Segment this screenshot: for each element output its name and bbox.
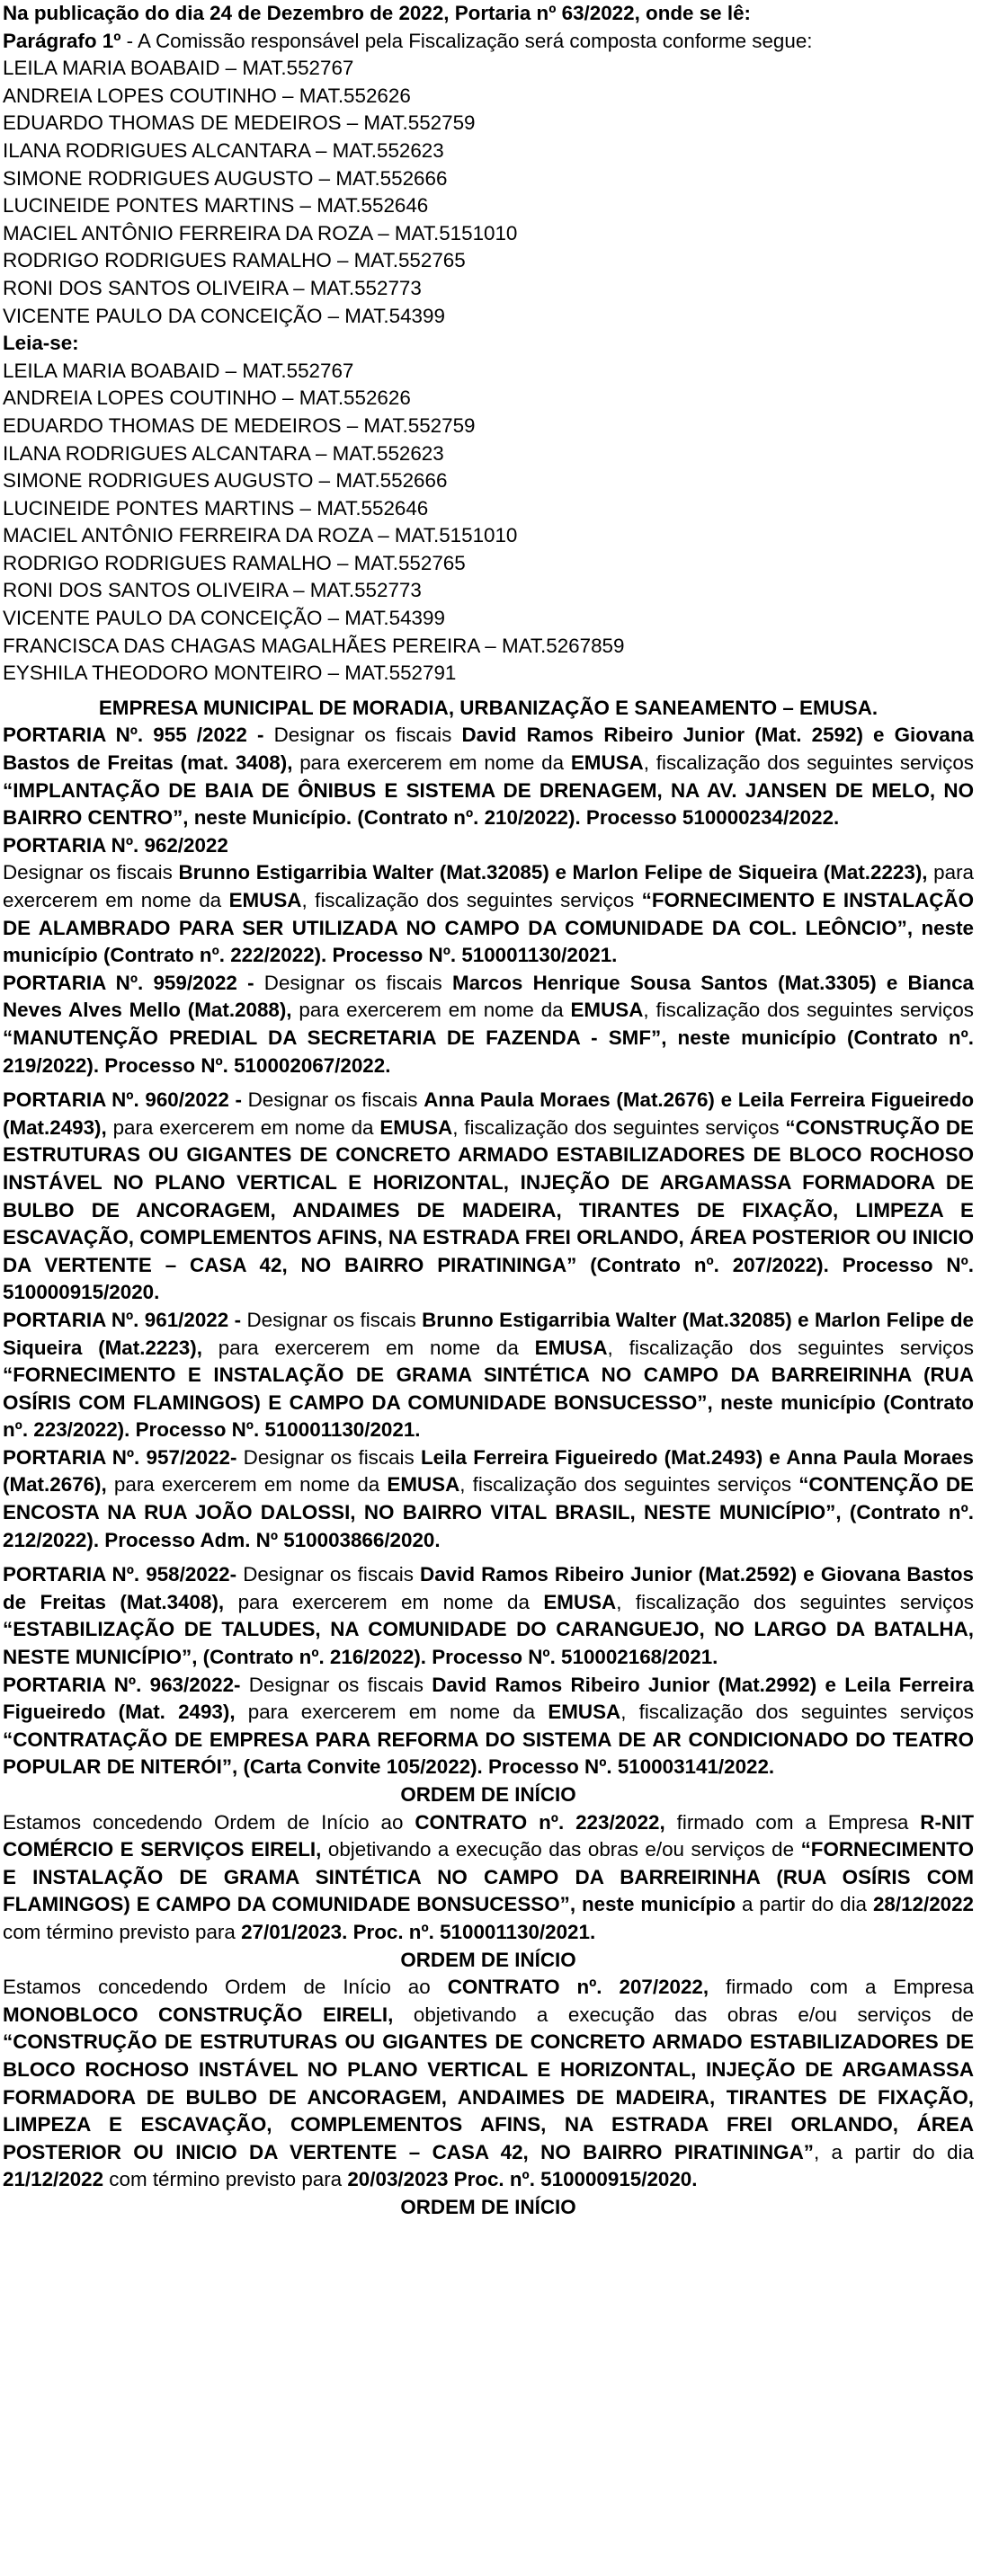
text-run: EMUSA: [570, 999, 644, 1022]
portaria-paragraph: [3, 1444, 974, 1554]
text-run: 28/12/2022: [872, 1893, 975, 1916]
portaria-paragraph: [3, 1087, 974, 1307]
text-run: “CONTRATAÇÃO DE EMPRESA PARA REFORMA DO SISTEMA DE AR CONDICIONADO DO TEATRO POPULAR DE NITERÓI”, (Carta Convite 105/2022). Processo Nº. 510003141/2022.: [3, 1728, 974, 1779]
onde-se-le-list: [3, 55, 974, 330]
text-run: para exercerem em nome da: [201, 1336, 535, 1359]
name-line: ILANA RODRIGUES ALCANTARA – MAT.552623: [3, 138, 444, 162]
name-line: LEILA MARIA BOABAID – MAT.552767: [3, 57, 354, 80]
text-run: para exercerem em nome da: [292, 751, 571, 775]
text-run: a partir do dia: [736, 1893, 873, 1916]
text-run: Designar os fiscais: [254, 971, 452, 994]
portaria-paragraph: [3, 1307, 974, 1444]
name-line: FRANCISCA DAS CHAGAS MAGALHÃES PEREIRA – MAT.5267859: [3, 634, 625, 657]
ordem-paragraph: [3, 1809, 974, 1947]
ordem-paragraph: [3, 1974, 974, 2194]
text-run: para exercerem em nome da: [291, 999, 571, 1022]
name-line: LEILA MARIA BOABAID – MAT.552767: [3, 359, 354, 382]
paragraph-label: Parágrafo 1º: [3, 29, 121, 52]
portaria-paragraph: [3, 1561, 974, 1671]
intro-paragraph: [3, 28, 974, 56]
text-run: PORTARIA Nº. 963/2022-: [3, 1673, 241, 1696]
name-line: ANDREIA LOPES COUTINHO – MAT.552626: [3, 84, 411, 107]
text-run: , fiscalização dos seguintes serviços: [620, 1701, 974, 1724]
text-run: para exercerem em nome da: [106, 1473, 388, 1497]
text-run: , fiscalização dos seguintes serviços: [459, 1473, 799, 1497]
text-run: “FORNECIMENTO E INSTALAÇÃO DE GRAMA SINTÉTICA NO CAMPO DA BARREIRINHA (RUA OSÍRIS COM FLAMINGOS) E CAMPO DA COMUNIDADE BONSUCESSO”, neste município (Contrato nº. 223/2022). Processo Nº. 510001130/2021.: [3, 1364, 974, 1442]
leia-se-label: Leia-se:: [3, 332, 79, 355]
text-run: Designar os fiscais: [236, 1445, 421, 1469]
name-line: EDUARDO THOMAS DE MEDEIROS – MAT.552759: [3, 111, 476, 135]
text-run: para exercerem em nome da: [106, 1115, 380, 1139]
portaria-paragraph: [3, 970, 974, 1079]
text-run: objetivando a execução das obras e/ou serviços de: [393, 2003, 974, 2026]
text-run: PORTARIA Nº. 958/2022-: [3, 1563, 237, 1586]
text-run: 27/01/2023. Proc. nº. 510001130/2021.: [241, 1920, 596, 1943]
name-line: EYSHILA THEODORO MONTEIRO – MAT.552791: [3, 662, 457, 685]
text-run: EMUSA: [387, 1473, 460, 1497]
name-line: RONI DOS SANTOS OLIVEIRA – MAT.552773: [3, 276, 422, 299]
ordem-title: ORDEM DE INÍCIO: [400, 2195, 576, 2218]
text-run: “CONTENÇÃO DE ENCOSTA NA RUA JOÃO DALOSSI, NO BAIRRO VITAL BRASIL, NESTE MUNICÍPIO”, (Contrato nº. 212/2022). Processo Adm. Nº 510003866/2020.: [3, 1473, 974, 1551]
text-run: , fiscalização dos seguintes serviços: [616, 1590, 974, 1613]
text-run: firmado com a Empresa: [709, 1976, 974, 1999]
text-run: “IMPLANTAÇÃO DE BAIA DE ÔNIBUS E SISTEMA DE DRENAGEM, NA AV. JANSEN DE MELO, NO BAIRRO CENTRO”, neste Município. (Contrato nº. 210/2022). Processo 510000234/2022.: [3, 778, 974, 830]
text-run: Designar os fiscais: [241, 1308, 423, 1331]
paragraph-text: - A Comissão responsável pela Fiscalização será composta conforme segue:: [120, 29, 813, 52]
text-run: 20/03/2023 Proc. nº. 510000915/2020.: [347, 2168, 698, 2191]
name-line: RODRIGO RODRIGUES RAMALHO – MAT.552765: [3, 249, 466, 272]
text-run: CONTRATO nº. 223/2022,: [415, 1810, 665, 1834]
name-line: SIMONE RODRIGUES AUGUSTO – MAT.552666: [3, 469, 448, 493]
name-line: VICENTE PAULO DA CONCEIÇÃO – MAT.54399: [3, 304, 445, 327]
intro-heading: Na publicação do dia 24 de Dezembro de 2022, Portaria nº 63/2022, onde se lê:: [3, 2, 751, 24]
text-run: David Ramos Ribeiro Junior (Mat. 2592) e Giovana Bastos de Freitas (mat. 3408),: [3, 724, 974, 775]
text-run: 21/12/2022: [3, 2168, 104, 2191]
ordem-title: ORDEM DE INÍCIO: [400, 1783, 576, 1806]
text-run: R-NIT COMÉRCIO E SERVIÇOS EIRELI,: [3, 1810, 974, 1861]
name-line: MACIEL ANTÔNIO FERREIRA DA ROZA – MAT.5151010: [3, 221, 518, 244]
name-line: EDUARDO THOMAS DE MEDEIROS – MAT.552759: [3, 413, 476, 437]
text-run: Anna Paula Moraes (Mat.2676) e Leila Ferreira Figueiredo (Mat.2493),: [3, 1088, 974, 1139]
text-run: , fiscalização dos seguintes serviços: [452, 1115, 786, 1139]
text-run: EMUSA: [379, 1115, 453, 1139]
text-run: , fiscalização dos seguintes serviços: [301, 889, 642, 911]
text-run: EMUSA: [570, 751, 644, 775]
name-line: ANDREIA LOPES COUTINHO – MAT.552626: [3, 386, 411, 410]
text-run: EMUSA: [543, 1590, 617, 1613]
ordem-title: ORDEM DE INÍCIO: [400, 1948, 576, 1971]
text-run: com término previsto para: [103, 2168, 348, 2191]
text-run: PORTARIA Nº. 961/2022 -: [3, 1308, 242, 1331]
text-run: CONTRATO nº. 207/2022,: [447, 1976, 709, 1999]
portaria-title: PORTARIA Nº. 962/2022: [3, 833, 228, 857]
text-run: “MANUTENÇÃO PREDIAL DA SECRETARIA DE FAZENDA - SMF”, neste município (Contrato nº. 219/2022). Processo Nº. 510002067/2022.: [3, 1026, 974, 1077]
portaria-paragraph: [3, 859, 974, 969]
text-run: EMUSA: [228, 889, 302, 911]
name-line: RODRIGO RODRIGUES RAMALHO – MAT.552765: [3, 551, 466, 574]
text-run: Leila Ferreira Figueiredo (Mat.2493) e Anna Paula Moraes (Mat.2676),: [3, 1445, 974, 1497]
text-run: Designar os fiscais: [263, 724, 462, 747]
name-line: LUCINEIDE PONTES MARTINS – MAT.552646: [3, 194, 429, 218]
text-run: David Ramos Ribeiro Junior (Mat.2592) e Giovana Bastos de Freitas (Mat.3408),: [3, 1563, 974, 1613]
text-run: Estamos concedendo Ordem de Início ao: [3, 1976, 448, 1999]
text-run: PORTARIA Nº. 960/2022 -: [3, 1088, 242, 1112]
text-run: Designar os fiscais: [241, 1088, 424, 1112]
text-run: Designar os fiscais: [236, 1563, 421, 1586]
text-run: para exercerem em nome da: [235, 1701, 548, 1724]
text-run: para exercerem em nome da: [3, 861, 974, 911]
text-run: PORTARIA Nº. 957/2022-: [3, 1445, 237, 1469]
text-run: objetivando a execução das obras e/ou serviços de: [321, 1838, 801, 1861]
text-run: firmado com a Empresa: [664, 1810, 921, 1834]
emusa-heading: EMPRESA MUNICIPAL DE MORADIA, URBANIZAÇÃO E SANEAMENTO – EMUSA.: [98, 696, 878, 719]
text-run: “ESTABILIZAÇÃO DE TALUDES, NA COMUNIDADE DO CARANGUEJO, NO LARGO DA BATALHA, NESTE MUNICÍPIO”, (Contrato nº. 216/2022). Processo Nº. 510002168/2021.: [3, 1618, 974, 1669]
text-run: com término previsto para: [3, 1920, 242, 1943]
name-line: ILANA RODRIGUES ALCANTARA – MAT.552623: [3, 441, 444, 465]
text-run: MONOBLOCO CONSTRUÇÃO EIRELI,: [3, 2003, 394, 2026]
text-run: “FORNECIMENTO E INSTALAÇÃO DE ALAMBRADO PARA SER UTILIZADA NO CAMPO DA COMUNIDADE DA COL. LEÔNCIO”, neste município (Contrato nº. 222/2022). Processo Nº. 510001130/2021.: [3, 889, 974, 967]
text-run: Designar os fiscais: [3, 861, 179, 884]
text-run: “FORNECIMENTO E INSTALAÇÃO DE GRAMA SINTÉTICA NO CAMPO DA BARREIRINHA (RUA OSÍRIS COM FLAMINGOS) E CAMPO DA COMUNIDADE BONSUCESSO”, neste município: [3, 1838, 974, 1916]
text-run: Brunno Estigarribia Walter (Mat.32085) e Marlon Felipe de Siqueira (Mat.2223),: [178, 861, 928, 884]
text-run: PORTARIA Nº. 955 /2022 -: [3, 724, 264, 747]
text-run: PORTARIA Nº. 959/2022 -: [3, 971, 254, 994]
text-run: , fiscalização dos seguintes serviços: [643, 999, 974, 1022]
portaria-paragraph: [3, 722, 974, 831]
text-run: Brunno Estigarribia Walter (Mat.32085) e Marlon Felipe de Siqueira (Mat.2223),: [3, 1308, 974, 1359]
portaria-paragraph: [3, 1672, 974, 1781]
text-run: EMUSA: [548, 1701, 621, 1724]
leia-se-list: [3, 358, 974, 688]
text-run: “CONSTRUÇÃO DE ESTRUTURAS OU GIGANTES DE CONCRETO ARMADO ESTABILIZADORES DE BLOCO ROCHOSO INSTÁVEL NO PLANO VERTICAL E HORIZONTAL, INJEÇÃO DE ARGAMASSA FORMADORA DE BULBO DE ANCORAGEM, ANDAIMES DE MADEIRA, TIRANTES DE FIXAÇÃO, LIMPEZA E ESCAVAÇÃO, COMPLEMENTOS AFINS, NA ESTRADA FREI ORLANDO, ÁREA POSTERIOR OU INICIO DA VERTENTE – CASA 42, NO BAIRRO PIRATININGA” (Contrato nº. 207/2022). Processo Nº. 510000915/2020.: [3, 1115, 974, 1304]
name-line: MACIEL ANTÔNIO FERREIRA DA ROZA – MAT.5151010: [3, 524, 518, 547]
text-run: , fiscalização dos seguintes serviços: [607, 1336, 974, 1359]
text-run: EMUSA: [534, 1336, 608, 1359]
text-run: Marcos Henrique Sousa Santos (Mat.3305) e Bianca Neves Alves Mello (Mat.2088),: [3, 971, 974, 1022]
name-line: SIMONE RODRIGUES AUGUSTO – MAT.552666: [3, 166, 448, 190]
text-run: , fiscalização dos seguintes serviços: [643, 751, 974, 775]
name-line: LUCINEIDE PONTES MARTINS – MAT.552646: [3, 496, 429, 520]
text-run: Designar os fiscais: [240, 1673, 433, 1696]
text-run: David Ramos Ribeiro Junior (Mat.2992) e Leila Ferreira Figueiredo (Mat. 2493),: [3, 1673, 974, 1724]
text-run: , a partir do dia: [813, 2140, 974, 2163]
name-line: RONI DOS SANTOS OLIVEIRA – MAT.552773: [3, 579, 422, 602]
name-line: VICENTE PAULO DA CONCEIÇÃO – MAT.54399: [3, 607, 445, 630]
text-run: Estamos concedendo Ordem de Início ao: [3, 1810, 415, 1834]
text-run: “CONSTRUÇÃO DE ESTRUTURAS OU GIGANTES DE CONCRETO ARMADO ESTABILIZADORES DE BLOCO ROCHOSO INSTÁVEL NO PLANO VERTICAL E HORIZONTAL, INJEÇÃO DE ARGAMASSA FORMADORA DE BULBO DE ANCORAGEM, ANDAIMES DE MADEIRA, TIRANTES DE FIXAÇÃO, LIMPEZA E ESCAVAÇÃO, COMPLEMENTOS AFINS, NA ESTRADA FREI ORLANDO, ÁREA POSTERIOR OU INICIO DA VERTENTE – CASA 42, NO BAIRRO PIRATININGA”: [3, 2030, 974, 2163]
text-run: para exercerem em nome da: [224, 1590, 544, 1613]
